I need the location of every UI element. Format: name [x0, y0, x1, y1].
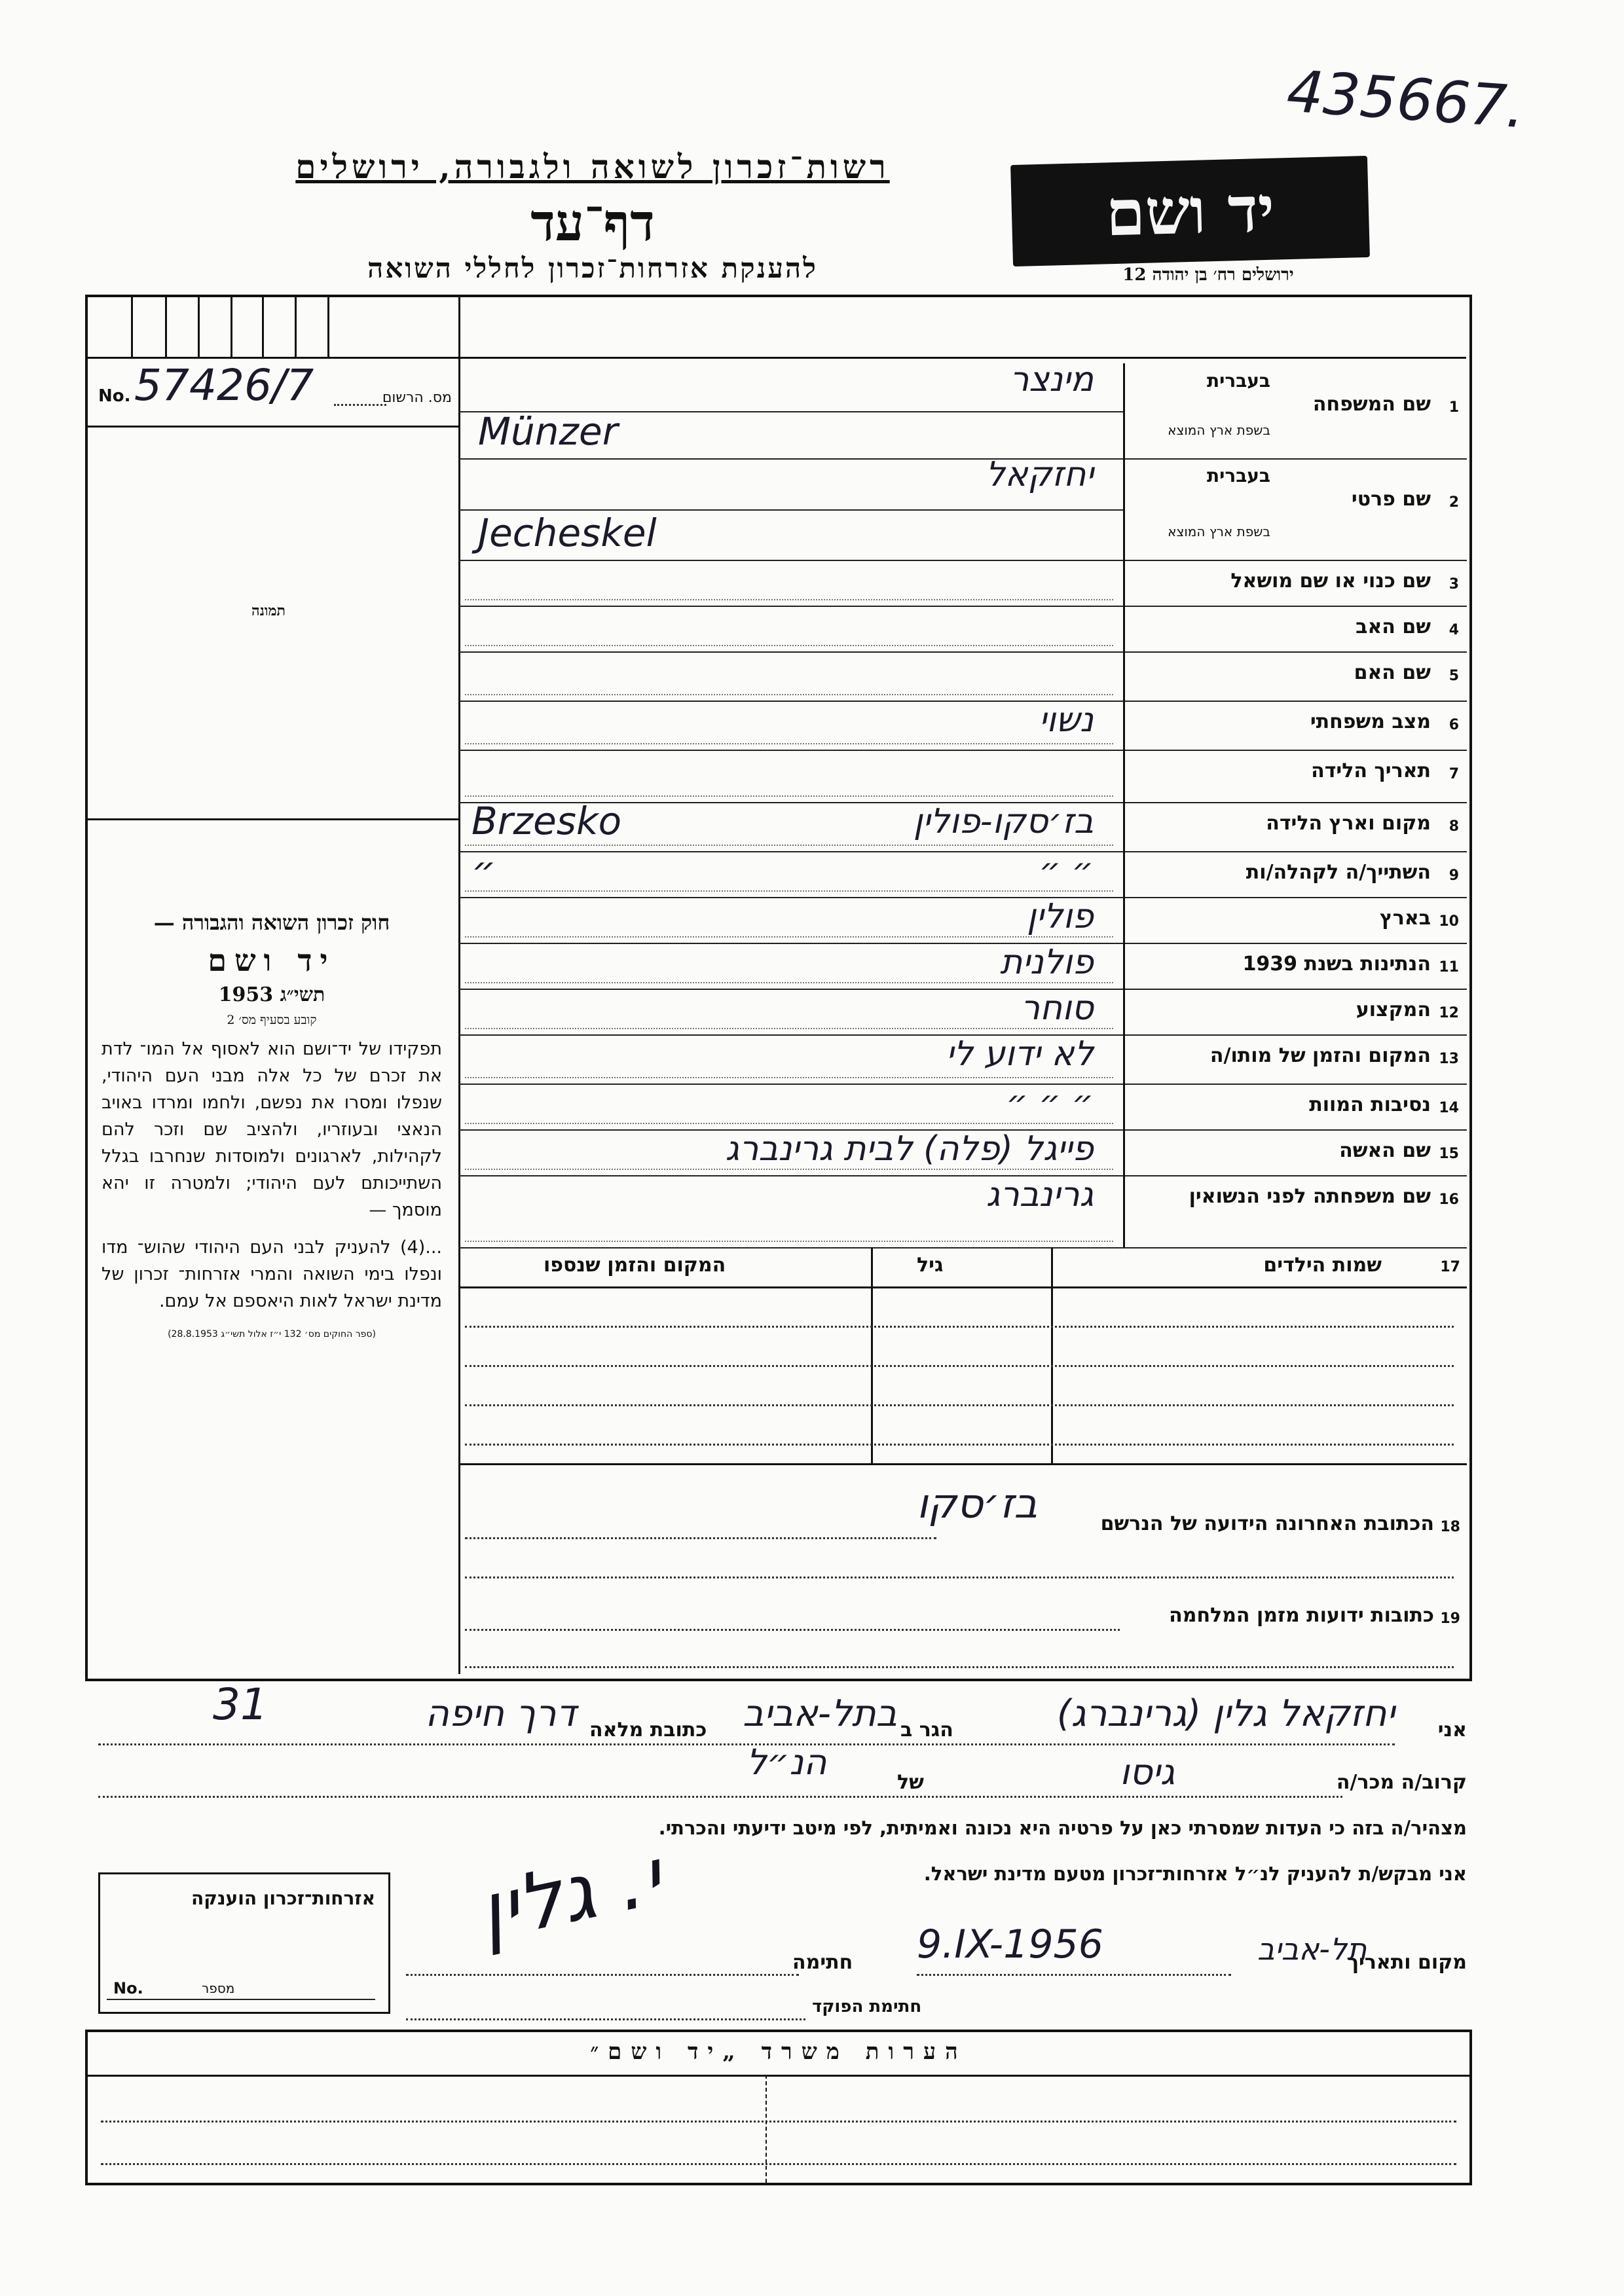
field-label: המקום והזמן של מותו/ה [1209, 1044, 1431, 1067]
address-label: הכתובת האחרונה הידועה של הנרשם [1100, 1512, 1434, 1535]
registration-label: מס. הרשום [382, 390, 452, 406]
office-notes-title: הערות משרד „יד ושם״ [590, 2039, 967, 2065]
field-row-11 [458, 943, 1467, 989]
place-date-label: מקום ותאריך [1347, 1951, 1467, 1974]
law-reference: (ספר החוקים מס׳ 132 י״ז אלול תשי״ג 28.8.1953) [168, 1329, 376, 1339]
field-number: 5 [1449, 668, 1459, 684]
field-hebrew-value: בז׳סקו-פולין [913, 802, 1094, 841]
field-hebrew-value: לא ידוע לי [946, 1034, 1094, 1074]
form-subtitle: להענקת אזרחות־זכרון לחללי השואה [367, 252, 818, 284]
field-number: 12 [1439, 1005, 1459, 1021]
field-row-5 [458, 651, 1467, 701]
signature-label: חתימה [792, 1951, 853, 1974]
declaration-statement: מצהיר/ה בזה כי העדות שמסרתי כאן על פרטיה היא נכונה ואמיתית, לפי מיטב ידיעתי והכרתי. [658, 1817, 1467, 1839]
field-hebrew-value: יחזקאל [986, 455, 1094, 494]
photo-label: תמונה [251, 602, 286, 619]
field-language-tag: בעברית [1206, 465, 1270, 486]
law-name: יד ושם [208, 943, 336, 978]
field-hebrew-value: סוחר [1020, 989, 1094, 1028]
archive-stamp-number: 435667. [1284, 57, 1528, 141]
field-number: 15 [1439, 1146, 1459, 1162]
declaration-date: 9.IX-1956 [917, 1922, 1103, 1967]
field-number: 8 [1449, 818, 1459, 835]
children-num: 17 [1440, 1259, 1460, 1275]
of-label: של [897, 1771, 924, 1794]
field-number: 4 [1449, 622, 1459, 638]
field-label: שם משפחתה לפני הנשואין [1189, 1185, 1431, 1208]
field-row-1 [458, 360, 1467, 458]
field-origin-language-note: בשפת ארץ המוצא [1168, 422, 1270, 438]
law-text-2: ...(4) להעניק לבני העם היהודי שהוש־ מדו ונפלו בימי השואה והמרי אזרחות־ זכרון של מדינת ישראל לאות היאספם אל עמם. [101, 1237, 442, 1311]
field-row-8 [458, 799, 1467, 851]
field-number: 16 [1439, 1192, 1459, 1208]
logo-text: יד ושם [1105, 172, 1276, 251]
relation-label: קרוב/ה מכר/ה [1336, 1771, 1467, 1794]
field-label: השתייך/ה לקהלה/ות [1246, 861, 1431, 884]
field-label: שם האשה [1339, 1139, 1431, 1162]
relation-value: גיסו [1120, 1751, 1175, 1793]
of-value: הנ״ל [747, 1741, 827, 1783]
address-value: בז׳סקו [917, 1480, 1038, 1527]
field-row-6 [458, 701, 1467, 750]
office-notes-box [85, 2030, 1472, 2185]
field-row-3 [458, 560, 1467, 606]
field-number: 2 [1449, 494, 1459, 511]
field-label: תאריך הלידה [1311, 759, 1431, 782]
registration-value: 57426/7 [134, 360, 314, 410]
citizenship-prefix: No. [113, 1979, 143, 1997]
field-label: בארץ [1379, 907, 1431, 930]
wartime-label: כתובות ידועות מזמן המלחמה [1169, 1604, 1434, 1627]
field-label: מצב משפחתי [1310, 710, 1431, 733]
declarant-name: יחזקאל גלין (גרינברג) [1056, 1692, 1395, 1735]
address-num: 18 [1440, 1519, 1460, 1535]
field-label: שם המשפחה [1312, 393, 1431, 416]
field-label: שם פרטי [1351, 488, 1431, 511]
field-label: מקום וארץ הלידה [1266, 812, 1431, 835]
field-hebrew-value: פולנית [1000, 943, 1094, 982]
field-row-10 [458, 897, 1467, 943]
field-latin-value: Jecheskel [478, 511, 657, 555]
registration-number [98, 360, 452, 422]
wartime-address-row [458, 1591, 1467, 1669]
citizenship-box [98, 1872, 390, 2014]
field-label: נסיבות המוות [1309, 1093, 1431, 1116]
label-value-divider [1123, 363, 1125, 1247]
field-number: 3 [1449, 576, 1459, 592]
law-clause: קובע בסעיף מס׳ 2 [227, 1013, 317, 1027]
field-number: 13 [1439, 1051, 1459, 1067]
institution-name: רשות־זכרון לשואה ולגבורה, ירושלים [295, 147, 890, 186]
field-hebrew-value: פייגל (פלה) לבית גרינברג [725, 1129, 1094, 1169]
field-hebrew-value: ״ ״ ״ [1006, 1084, 1094, 1123]
decl-prefix: אני [1437, 1719, 1467, 1741]
citizenship-title: אזרחות־זכרון הוענקה [191, 1887, 375, 1909]
yad-vashem-logo [1010, 156, 1370, 266]
field-row-2 [458, 455, 1467, 560]
law-block [101, 910, 442, 1339]
field-hebrew-value: פולין [1027, 897, 1094, 936]
officer-signature-label: חתימת הפוקד [812, 1997, 922, 2016]
field-row-7 [458, 750, 1467, 802]
field-number: 6 [1449, 717, 1459, 733]
declarant-house-number: 31 [213, 1679, 268, 1730]
field-number: 1 [1449, 399, 1459, 416]
field-row-12 [458, 989, 1467, 1034]
field-row-13 [458, 1034, 1467, 1084]
law-title: חוק זכרון השואה והגבורה — [153, 910, 390, 935]
field-latin-value: Münzer [478, 409, 618, 454]
declarant-street: דרך חיפה [425, 1692, 576, 1735]
declarant-city: בתל-אביב [743, 1692, 897, 1735]
field-label: שם האב [1356, 615, 1431, 638]
field-row-4 [458, 606, 1467, 651]
citizenship-number-label: מספר [202, 1980, 235, 1996]
field-row-9 [458, 848, 1467, 897]
last-address-row [458, 1480, 1467, 1578]
field-latin-value: Brzesko [471, 799, 622, 843]
field-row-14 [458, 1084, 1467, 1129]
logo-address: ירושלים רח׳ בן יהודה 12 [1122, 265, 1294, 285]
children-col-place: המקום והזמן שנספו [544, 1254, 726, 1277]
declaration-place: תל-אביב [1257, 1931, 1367, 1967]
wartime-num: 19 [1440, 1611, 1460, 1627]
law-year: תשי״ג 1953 [218, 983, 325, 1006]
field-row-16 [458, 1175, 1467, 1247]
children-table [458, 1247, 1467, 1463]
field-hebrew-value: ״ ״ [1039, 851, 1094, 890]
field-number: 9 [1449, 867, 1459, 884]
field-number: 11 [1439, 959, 1459, 975]
field-label: הנתינות בשנת 1939 [1242, 953, 1431, 975]
field-latin-value: ״ [471, 848, 496, 892]
field-hebrew-value: גרינברג [986, 1175, 1094, 1214]
form-title: דף־עד [530, 193, 655, 253]
field-label: שם כנוי או שם מושאל [1230, 570, 1431, 592]
field-label: שם האם [1354, 661, 1431, 684]
declaration-request: אני מבקש/ת להעניק לנ״ל אזרחות־זכרון מטעם מדינת ישראל. [923, 1863, 1467, 1885]
field-number: 7 [1449, 766, 1459, 782]
registration-prefix: No. [98, 386, 131, 406]
field-origin-language-note: בשפת ארץ המוצא [1168, 524, 1270, 539]
children-col-names: שמות הילדים [1263, 1254, 1382, 1277]
handwritten-signature: י. גלין [470, 1831, 669, 1959]
field-row-15 [458, 1129, 1467, 1175]
field-hebrew-value: נשוי [1039, 701, 1094, 740]
field-number: 14 [1439, 1100, 1459, 1116]
full-address-label: כתובת מלאה [589, 1719, 707, 1741]
field-label: המקצוע [1356, 998, 1431, 1021]
field-hebrew-value: מינצר [1010, 360, 1094, 399]
law-text-1: תפקידו של יד־ושם הוא לאסוף אל המו־ לדת את זכרם של כל אלה מבני העם היהודי, שנפלו ומסרו את נפשם, ולחמו ומרדו באויב הנאצי ובעוזריו, ולהציב שם וזכר להם לקהילות, לארגונים ולמוסדות שנחרבו בגלל השתייכותם לעם היהודי; ולמטרה זו יהא מוסמך — [101, 1039, 442, 1220]
field-language-tag: בעברית [1206, 370, 1270, 392]
children-col-age: גיל [917, 1254, 944, 1277]
lives-in-label: הגר ב [900, 1719, 953, 1741]
field-number: 10 [1439, 913, 1459, 930]
